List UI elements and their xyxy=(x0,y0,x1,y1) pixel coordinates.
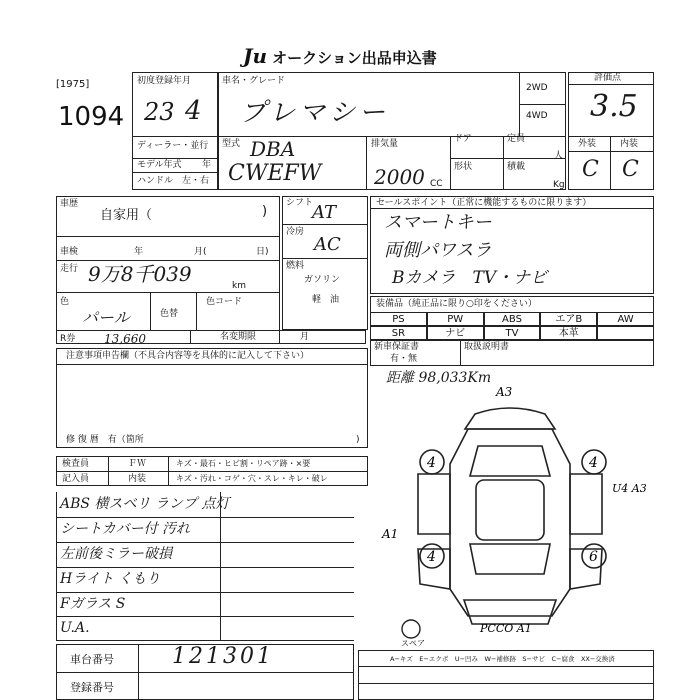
equipment-item: エアB xyxy=(540,312,597,326)
ac-value: AC xyxy=(314,234,341,255)
first-reg-month: 4 xyxy=(185,96,202,126)
label-car-name: 車名・グレード xyxy=(222,76,286,86)
header xyxy=(243,44,437,68)
interior-legend: キズ・汚れ・コゲ・穴・スレ・キレ・破レ xyxy=(176,474,328,483)
chassis-no-value: 121301 xyxy=(172,644,274,669)
logo: Ju xyxy=(243,44,268,68)
diag-left-label: A1 xyxy=(382,527,399,541)
label-manual: 取扱説明書 xyxy=(464,342,510,352)
label-writer: 記入員 xyxy=(62,474,90,484)
label-color: 色 xyxy=(60,297,70,307)
label-distance: 走行 xyxy=(60,264,79,274)
shift-value: AT xyxy=(312,202,337,223)
label-equipment: 装備品（純正品に限り○印をください） xyxy=(376,299,537,309)
label-score: 評価点 xyxy=(594,73,622,83)
mileage-note: 距離 98,033Km xyxy=(386,370,492,386)
label-fw: ＦＷ xyxy=(128,459,147,469)
car-name-value: プレマシー xyxy=(240,98,389,128)
first-reg-year: 23 xyxy=(144,98,175,126)
equipment-item: PW xyxy=(427,312,484,326)
label-shaken-month: 月( xyxy=(194,247,207,257)
label-cc: CC xyxy=(430,179,443,189)
tire-rr: 6 xyxy=(589,549,598,565)
equipment-item: SR xyxy=(370,326,427,340)
notes-block xyxy=(56,348,368,448)
label-ac: 冷房 xyxy=(286,227,305,237)
label-2wd: 2WD xyxy=(526,83,548,93)
label-inspector: 検査員 xyxy=(62,459,90,469)
equipment-item: ABS xyxy=(484,312,541,326)
damage-legend: キズ・最石・ヒビ割・リペア跡・×要 xyxy=(176,459,311,468)
label-exterior: 外装 xyxy=(578,139,597,149)
lot-number: 1094 xyxy=(58,102,125,132)
label-color-code: 色コード xyxy=(206,297,243,307)
label-fuel: 燃料 xyxy=(286,261,305,271)
label-model-year: モデル年式 xyxy=(137,160,182,170)
label-shape: 形状 xyxy=(454,162,473,172)
score-value: 3.5 xyxy=(590,89,638,124)
label-warranty-yes-no: 有・無 xyxy=(390,354,418,364)
type-line1: DBA xyxy=(250,137,296,161)
code-legend: A−キズ E−エクボ U−凹み W−補修跡 S−サビ C−腐食 XX−交換済 xyxy=(390,655,615,663)
label-naisou: 内装 xyxy=(128,474,147,484)
usage-value: 自家用（ xyxy=(100,208,153,223)
note-3: 左前後ミラー破損 xyxy=(60,546,172,562)
note-lines xyxy=(56,492,355,640)
diag-bottom-label: PCCO A1 xyxy=(480,622,532,634)
tire-fl: 4 xyxy=(427,455,436,471)
car-diagram xyxy=(380,384,670,634)
recycle-value: 13,660 xyxy=(104,332,146,346)
lot-code: [1975] xyxy=(56,79,90,90)
label-load: 積載 xyxy=(507,162,526,172)
equipment-item: AW xyxy=(597,312,654,326)
label-type: 型式 xyxy=(222,139,241,149)
note-2: シートカバー付 汚れ xyxy=(60,521,191,537)
label-recycle: R券 xyxy=(60,334,76,344)
type-line2: CWEFW xyxy=(228,161,322,186)
equipment-item: 本革 xyxy=(540,326,597,340)
label-first-reg: 初度登録年月 xyxy=(137,76,192,86)
label-repair: 修 復 暦 有（箇所 xyxy=(66,435,144,445)
exterior-grade: C xyxy=(582,157,599,182)
label-km: km xyxy=(232,281,246,291)
form-title: オークション出品申込書 xyxy=(272,49,437,67)
label-chassis-no: 車台番号 xyxy=(70,653,114,666)
diag-top-label: A3 xyxy=(496,385,513,399)
label-usage: 車歴 xyxy=(60,199,79,209)
equipment-item: ナビ xyxy=(427,326,484,340)
meigi-block xyxy=(190,330,366,344)
color-value: パール xyxy=(82,308,130,327)
usage-close: ) xyxy=(262,204,268,219)
label-diesel: 軽 油 xyxy=(312,295,340,305)
sales-point-3: Bカメラ TV・ナビ xyxy=(392,268,548,288)
label-reg-no: 登録番号 xyxy=(70,681,114,694)
distance-value: 9万8千039 xyxy=(88,262,192,286)
label-meigi: 名変期限 xyxy=(220,332,257,342)
diag-right-label: U4 A3 xyxy=(612,482,647,495)
label-notes: 注意事項申告欄（不具合内容等を具体的に記入して下さい） xyxy=(66,351,310,361)
tire-rl: 4 xyxy=(427,549,436,565)
label-shaken: 車検 xyxy=(60,247,79,257)
sales-point-1: スマートキー xyxy=(384,212,492,233)
label-handle: ハンドル 左・右 xyxy=(137,176,210,186)
sales-point-2: 両側パワスラ xyxy=(384,240,492,261)
label-dealer: ディーラー・並行 xyxy=(137,141,209,151)
equipment-item: PS xyxy=(370,312,427,326)
label-kg: Kg xyxy=(553,180,565,190)
label-spare: スペア xyxy=(401,639,425,648)
note-5: Fガラス S xyxy=(60,596,126,612)
interior-grade: C xyxy=(622,157,639,182)
label-door: ドア xyxy=(454,134,472,144)
label-interior: 内装 xyxy=(620,139,639,149)
note-4: Hライト くもり xyxy=(60,571,161,587)
label-repair-close: ) xyxy=(356,435,360,445)
label-gasoline: ガソリン xyxy=(304,275,341,285)
label-meigi-month: 月 xyxy=(300,332,310,342)
label-4wd: 4WD xyxy=(526,111,548,121)
equipment-item xyxy=(597,326,654,340)
label-new-warranty: 新車保証書 xyxy=(374,342,420,352)
note-6: U.A. xyxy=(60,620,90,636)
label-capacity: 定員 xyxy=(507,134,526,144)
label-person: 人 xyxy=(554,151,564,161)
label-displacement: 排気量 xyxy=(371,139,399,149)
label-model-year-nen: 年 xyxy=(202,160,212,170)
label-shaken-day: 日) xyxy=(256,247,269,257)
label-color-change: 色替 xyxy=(160,309,179,319)
tire-fr: 4 xyxy=(589,455,598,471)
equipment-item: TV xyxy=(484,326,541,340)
label-shaken-year: 年 xyxy=(134,247,144,257)
displacement-value: 2000 xyxy=(374,165,425,189)
note-1: ABS 横スベリ ランプ 点灯 xyxy=(60,496,230,512)
label-sales-point: セールスポイント（正常に機能するものに限ります） xyxy=(376,198,592,208)
label-shift: シフト xyxy=(286,198,314,208)
